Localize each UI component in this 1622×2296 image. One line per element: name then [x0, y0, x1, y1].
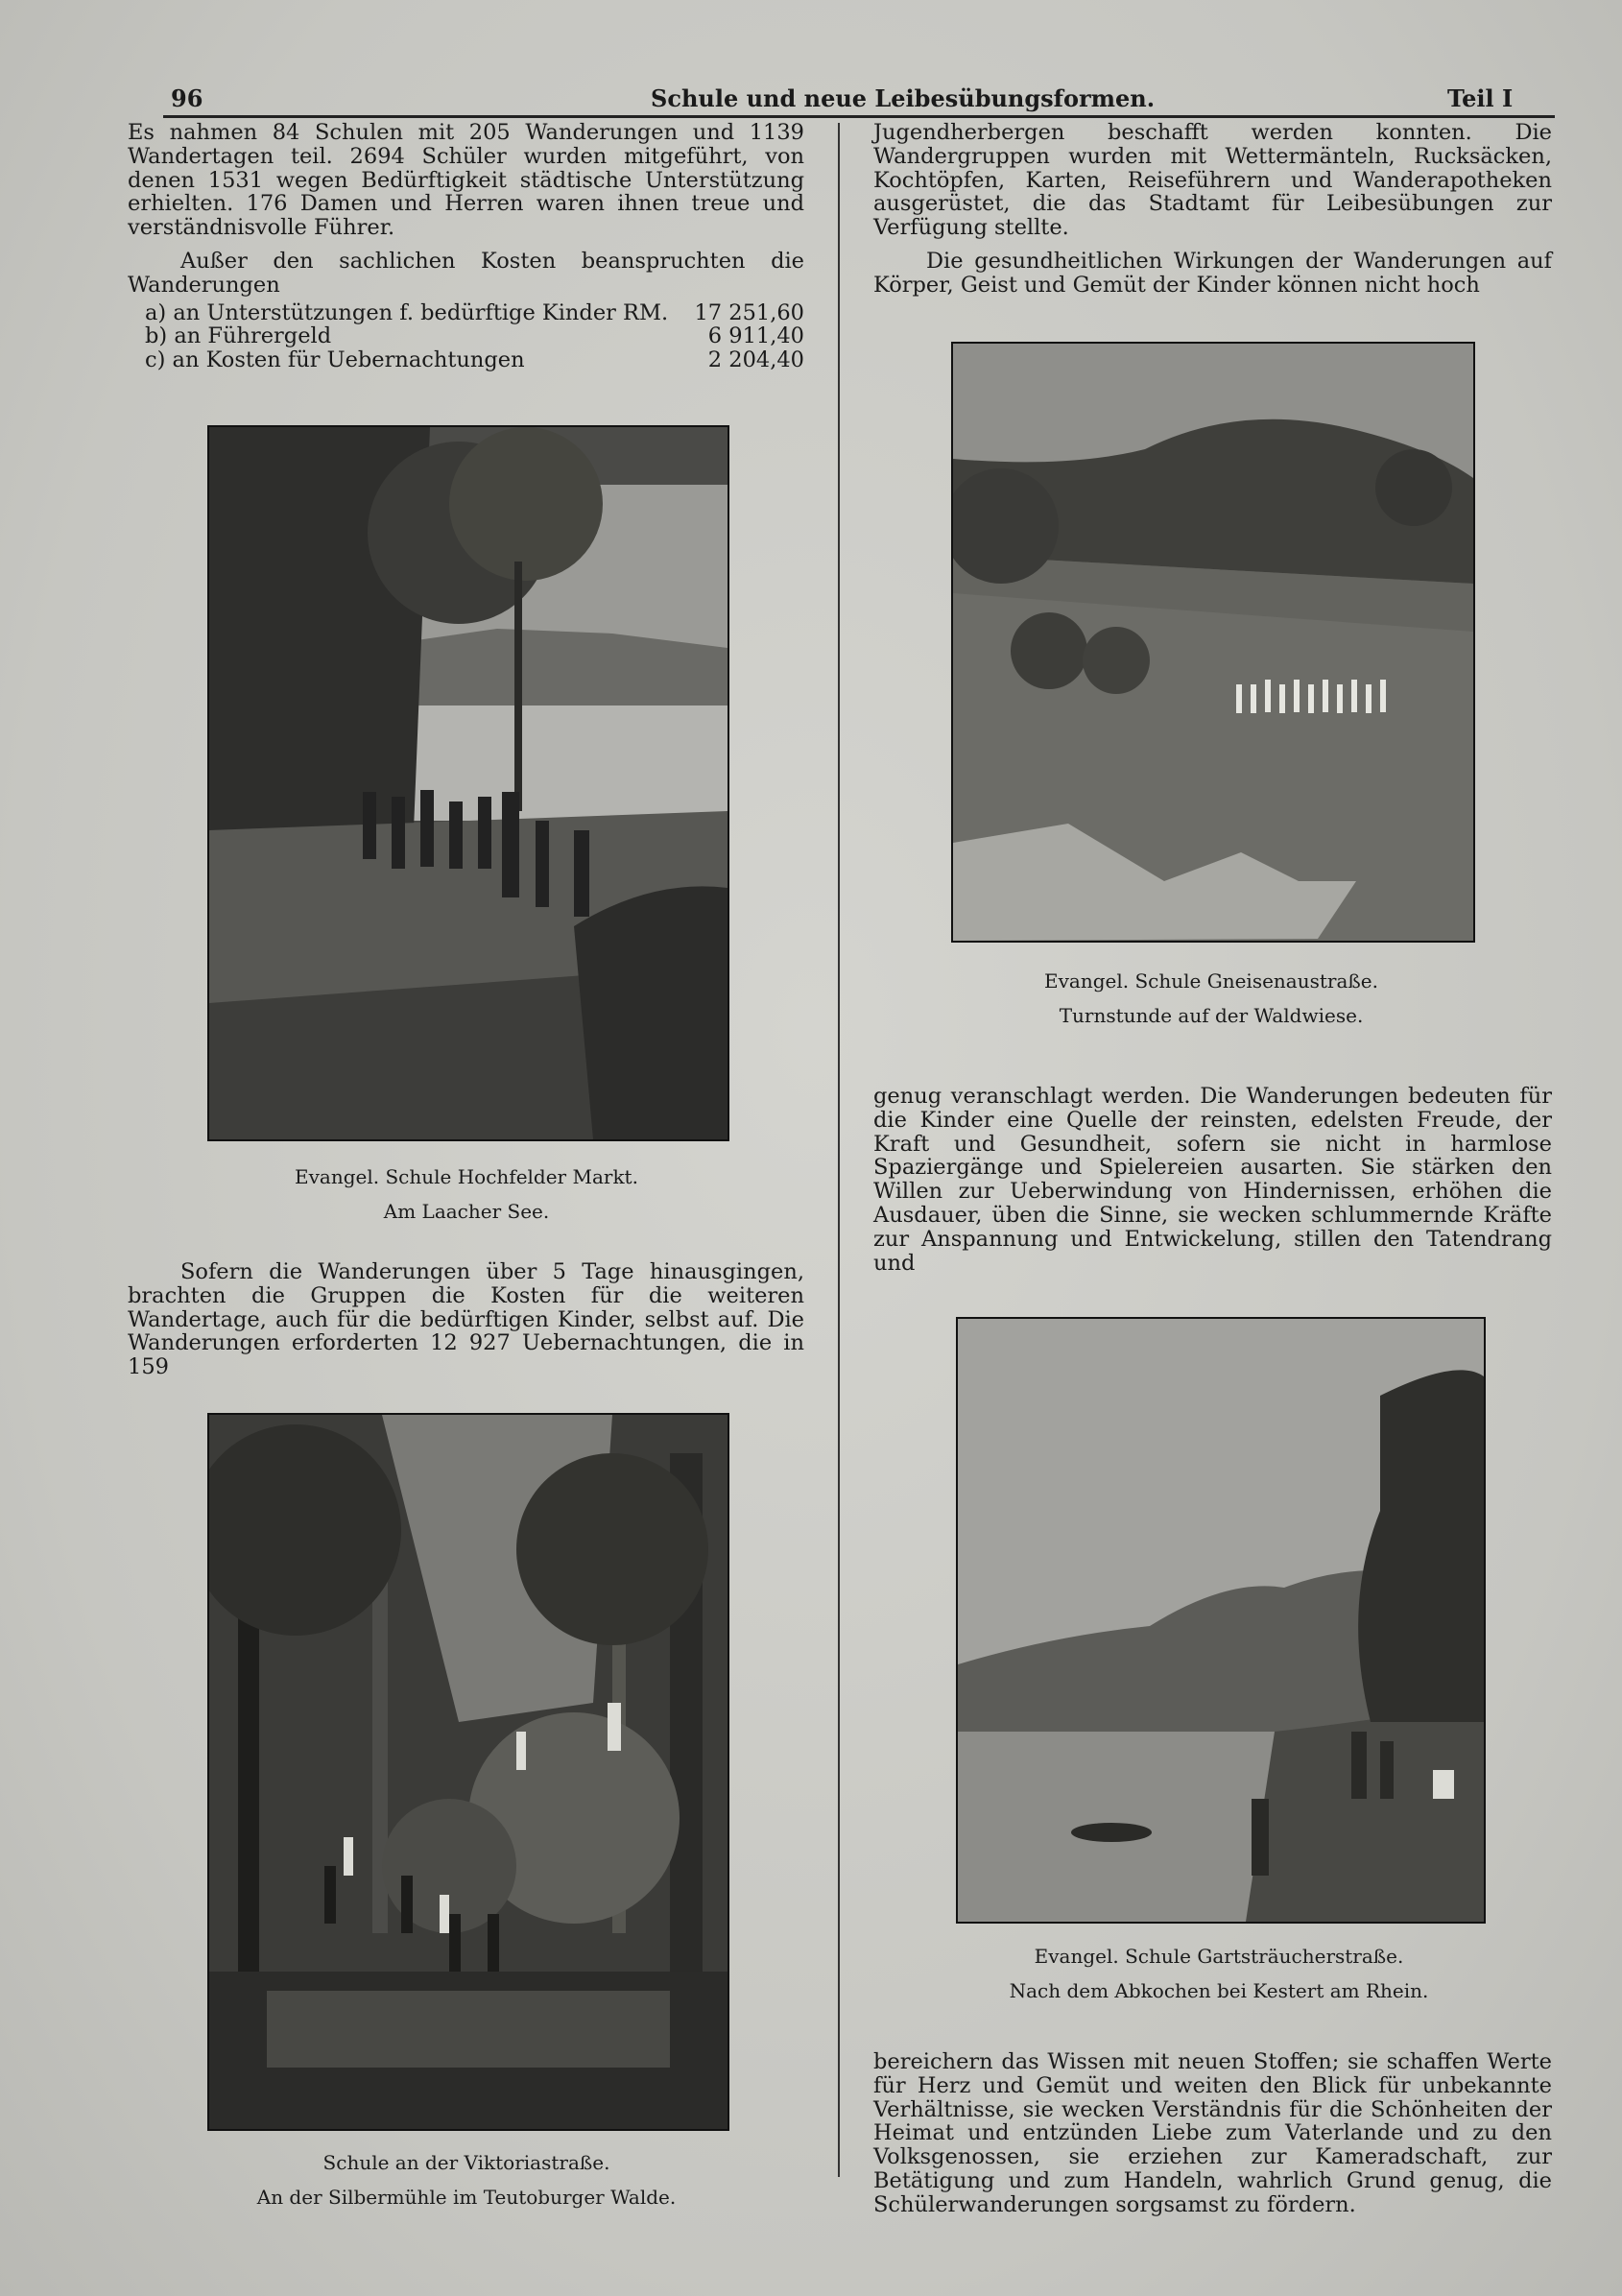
- cost-row: [145, 348, 804, 372]
- cost-row: [145, 301, 804, 325]
- paragraph: bereichern das Wissen mit neuen Stoffen; sie schaffen Werte für Herz und Gemüt und weiten den Blick für unbekannte Verhältnisse, sie wecken Verständnis für die Schönheiten der Heimat und entzünden Liebe zum Vaterlande und zu den Volksgenossen, sie erziehen zur Kameradschaft, zur Betätigung und zum Handeln, wahrlich Grund genug, die Schülerwanderungen sorgsamst zu fördern.: [873, 2049, 1552, 2217]
- right-column-bottom: [873, 2050, 1552, 2217]
- photo-laacher-see: [207, 425, 729, 1141]
- photo-caption: [207, 2145, 726, 2214]
- caption-line: Evangel. Schule Gneisenaustraße.: [1044, 969, 1378, 993]
- cost-label: c) an Kosten für Uebernachtungen: [145, 347, 525, 373]
- photo-caption: [951, 964, 1471, 1033]
- page-number: 96: [171, 84, 203, 112]
- photo-silbermuehle: [207, 1413, 729, 2131]
- caption-line: Evangel. Schule Gartsträucherstraße.: [1034, 1945, 1404, 1968]
- part-label: Teil I: [1447, 84, 1514, 112]
- paragraph: Jugendherbergen beschafft werden konnten. Die Wandergruppen wurden mit Wettermänteln, Rucksäcken, Kochtöpfen, Karten, Reiseführern und Wanderapotheken ausgerüstet, die das Stadtamt für Leibesübungen zur Verfügung stellte.: [873, 120, 1552, 241]
- column-divider: [838, 123, 840, 2177]
- caption-line: An der Silbermühle im Teutoburger Walde.: [256, 2186, 677, 2209]
- right-column-middle: [873, 1085, 1552, 1275]
- cost-amount: 6 911,40: [707, 323, 804, 349]
- caption-line: Nach dem Abkochen bei Kestert am Rhein.: [1009, 1979, 1429, 2002]
- cost-row: [145, 324, 804, 348]
- left-column-top: [128, 121, 804, 372]
- photo-waldwiese: [951, 342, 1475, 943]
- paragraph: Die gesundheitlichen Wirkungen der Wanderungen auf Körper, Geist und Gemüt der Kinder können nicht hoch: [873, 248, 1552, 298]
- right-column-top: [873, 121, 1552, 298]
- paragraph: Außer den sachlichen Kosten beanspruchten die Wanderungen: [128, 248, 804, 298]
- header-rule: [163, 115, 1555, 118]
- paragraph: Es nahmen 84 Schulen mit 205 Wanderungen und 1139 Wandertagen teil. 2694 Schüler wurden mitgeführt, von denen 1531 wegen Bedürftigkeit städtische Unterstützung erhielten. 176 Damen und Herren waren ihnen treue und verständnisvolle Führer.: [128, 120, 804, 241]
- caption-line: Evangel. Schule Hochfelder Markt.: [295, 1165, 638, 1188]
- photo-kestert-rhein: [956, 1317, 1486, 1924]
- cost-list: [128, 301, 804, 372]
- cost-label: a) an Unterstützungen f. bedürftige Kinder RM.: [145, 299, 669, 325]
- caption-line: Turnstunde auf der Waldwiese.: [1059, 1004, 1364, 1027]
- caption-line: Am Laacher See.: [383, 1200, 550, 1223]
- running-title: Schule und neue Leibesübungsformen.: [651, 84, 1156, 112]
- left-column-bottom: [128, 1260, 804, 1379]
- caption-line: Schule an der Viktoriastraße.: [322, 2151, 610, 2174]
- paragraph: Sofern die Wanderungen über 5 Tage hinausgingen, brachten die Gruppen die Kosten für die weiteren Wandertage, auch für die bedürftigen Kinder, selbst auf. Die Wanderungen erforderten 12 927 Uebernachtungen, die in 159: [128, 1259, 804, 1380]
- cost-amount: 17 251,60: [694, 299, 804, 325]
- photo-caption: [207, 1160, 726, 1229]
- cost-amount: 2 204,40: [707, 347, 804, 373]
- photo-caption: [956, 1939, 1482, 2008]
- paragraph: genug veranschlagt werden. Die Wanderungen bedeuten für die Kinder eine Quelle der reinsten, edelsten Freude, der Kraft und Gesundheit, sofern sie nicht in harmlose Spaziergänge und Spielereien ausarten. Sie stärken den Willen zur Ueberwindung von Hindernissen, erhöhen die Ausdauer, üben die Sinne, sie wecken schlummernde Kräfte zur Anspannung und Entwickelung, stillen den Tatendrang und: [873, 1084, 1552, 1276]
- cost-label: b) an Führergeld: [145, 323, 332, 349]
